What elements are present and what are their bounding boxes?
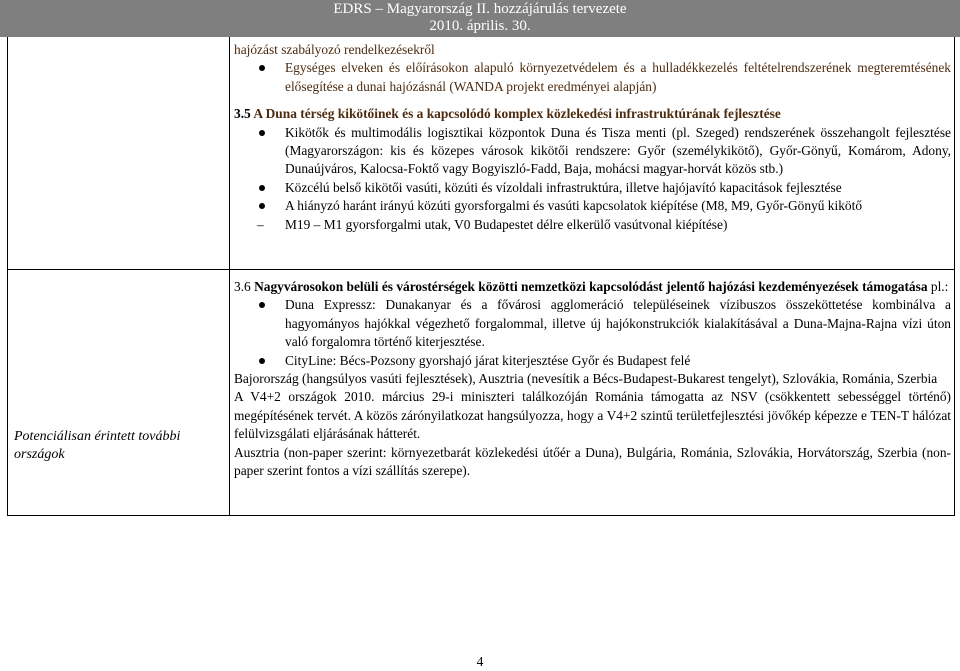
column-divider	[229, 270, 230, 515]
list-item-text: Kikötők és multimodális logisztikai központok Duna és Tisza menti (pl. Szeged) rendszerének összehangolt fejlesztése (Magyarországon: kis és közepes városok kikötői rendszere: Győr (személykikötő), Győr-Gönyű, Komárom, Adony, Dunaújváros, Kalocsa-Foktő vagy Bogyiszló-Fadd, Baja, mohácsi magyar-horvát közös stb.)	[285, 124, 951, 177]
paragraph: Bajorország (hangsúlyos vasúti fejlesztések), Ausztria (nevesítik a Bécs-Budapest-Bukarest tengelyt), Szlovákia, Románia, Szerbia	[234, 371, 938, 387]
list-item	[234, 352, 951, 370]
document-date: 2010. április. 30.	[429, 18, 531, 34]
section-number: 3.5	[234, 106, 251, 122]
section-suffix: pl.:	[927, 279, 949, 294]
list-item	[234, 179, 951, 197]
list-item-text: A hiányzó haránt irányú közúti gyorsforgalmi és vasúti kapcsolatok kiépítése (M8, M9, Győr-Gönyű kikötő	[285, 198, 863, 214]
table-row	[7, 37, 955, 269]
bullet-icon	[259, 185, 265, 191]
list-item	[234, 296, 951, 351]
bullet-icon	[259, 203, 265, 209]
table-row	[7, 269, 955, 516]
paragraph: Ausztria (non-paper szerint: környezetbarát közlekedési útőér a Duna), Bulgária, Románia, Szlovákia, Horvátország, Szerbia (non-paper szerint fontos a vízi szállítás szerepe).	[234, 444, 951, 479]
document-title: EDRS – Magyarország II. hozzájárulás tervezete	[333, 1, 627, 17]
bullet-icon	[259, 130, 265, 136]
list-item-text: CityLine: Bécs-Pozsony gyorshajó járat kiterjesztése Győr és Budapest felé	[285, 352, 691, 368]
content-cell	[234, 41, 951, 234]
list-item-text: Duna Expressz: Dunakanyar és a fővárosi agglomeráció településeinek vízibuszos összeköttetése kombinálva a hagyományos hajókkal végezhető forgalommal, illetve új hajókonstrukciók kialakításával a Duna-Majna-Rajna vízi úton való forgalomra történő kiterjesztése.	[285, 297, 951, 350]
bullet-icon	[259, 65, 265, 71]
list-item	[234, 124, 951, 179]
header-band	[0, 0, 960, 37]
dash-icon: –	[257, 216, 264, 232]
paragraph: A V4+2 országok 2010. március 29-i miniszteri találkozóján Románia támogatta az NSV (csökkentett sebességgel történő) megépítésének tervét. A közös zárónyilatkozat hangsúlyozza, hogy a V4+2 szintű területfejlesztési jövőkép képezze e TEN-T hálózat felülvizsgálati eljárásának hátterét.	[234, 389, 951, 442]
section-title: Nagyvárosokon belüli és várostérségek közötti nemzetközi kapcsolódást jelentő hajózási kezdeményezések támogatása	[254, 279, 928, 294]
intro-line: hajózást szabályozó rendelkezésekről	[234, 42, 435, 57]
column-divider	[229, 37, 230, 269]
section-heading	[234, 278, 951, 296]
bullet-icon	[259, 358, 265, 364]
bullet-icon	[259, 302, 265, 308]
list-item-text: M19 – M1 gyorsforgalmi utak, V0 Budapestet délre elkerülő vasútvonal kiépítése)	[285, 216, 728, 232]
list-item-text: Közcélú belső kikötői vasúti, közúti és vízoldali infrastruktúra, illetve hajójavító kapacitások fejlesztése	[285, 179, 842, 195]
section-title: A Duna térség kikötőinek és a kapcsolódó komplex közlekedési infrastruktúrának fejlesztése	[253, 106, 781, 122]
content-cell	[234, 278, 951, 480]
section-heading	[234, 105, 951, 123]
section-number: 3.6	[234, 279, 251, 294]
list-item	[234, 197, 951, 215]
list-item	[234, 59, 951, 96]
page-number: 4	[476, 654, 484, 669]
list-item-text: Egységes elveken és előírásokon alapuló környezetvédelem és a hulladékkezelés feltételrendszerének megteremtésének elősegítése a dunai hajózásnál (WANDA projekt eredményei alapján)	[285, 60, 951, 94]
list-item-continuation	[234, 216, 951, 234]
row-label: Potenciálisan érintett további országok	[14, 429, 181, 462]
